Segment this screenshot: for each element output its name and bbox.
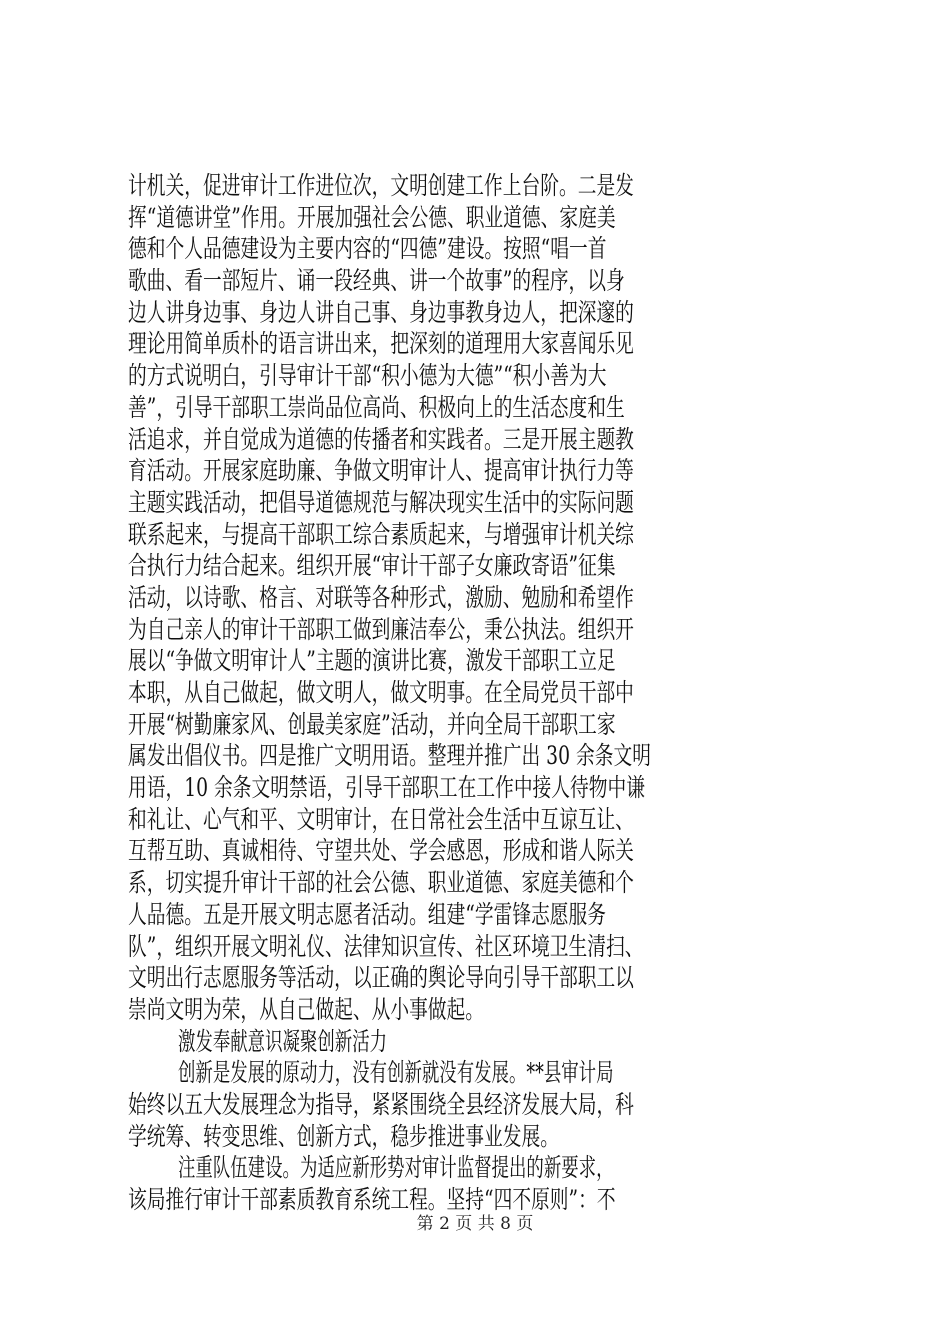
text-line: 展以“争做文明审计人”主题的演讲比赛，激发干部职工立足 xyxy=(128,646,616,675)
text-line: 主题实践活动，把倡导道德规范与解决现实生活中的实际问题 xyxy=(128,488,634,517)
text-line: 边人讲身边事、身边人讲自己事、身边事教身边人，把深邃的 xyxy=(128,298,634,327)
text-line: 注重队伍建设。为适应新形势对审计监督提出的新要求， xyxy=(178,1153,614,1182)
text-line: 合执行力结合起来。组织开展“审计干部子女廉政寄语”征集 xyxy=(128,551,616,580)
section-heading: 激发奉献意识凝聚创新活力 xyxy=(178,1027,388,1056)
text-line: 属发出倡仪书。四是推广文明用语。整理并推广出 30 余条文明 xyxy=(128,741,651,770)
text-line: 为自己亲人的审计干部职工做到廉洁奉公，秉公执法。组织开 xyxy=(128,615,634,644)
text-line: 队”，组织开展文明礼仪、法律知识宣传、社区环境卫生清扫、 xyxy=(128,932,644,961)
text-line: 计机关，促进审计工作进位次，文明创建工作上台阶。二是发 xyxy=(128,171,634,200)
text-line: 活追求，并自觉成为道德的传播者和实践者。三是开展主题教 xyxy=(128,425,634,454)
text-line: 的方式说明白，引导审计干部“积小德为大德”“积小善为大 xyxy=(128,361,607,390)
text-line: 歌曲、看一部短片、诵一段经典、讲一个故事”的程序，以身 xyxy=(128,266,625,295)
text-line: 育活动。开展家庭助廉、争做文明审计人、提高审计执行力等 xyxy=(128,456,634,485)
text-line: 学统筹、转变思维、创新方式，稳步推进事业发展。 xyxy=(128,1122,559,1151)
text-line: 开展“树勤廉家风、创最美家庭”活动，并向全局干部职工家 xyxy=(128,710,616,739)
text-line: 人品德。五是开展文明志愿者活动。组建“学雷锋志愿服务 xyxy=(128,900,607,929)
text-line: 用语，10 余条文明禁语，引导干部职工在工作中接人待物中谦 xyxy=(128,773,645,802)
text-line: 崇尚文明为荣，从自己做起、从小事做起。 xyxy=(128,995,485,1024)
text-line: 活动，以诗歌、格言、对联等各种形式，激励、勉励和希望作 xyxy=(128,583,634,612)
text-line: 理论用简单质朴的语言讲出来，把深刻的道理用大家喜闻乐见 xyxy=(128,329,634,358)
text-line: 和礼让、心气和平、文明审计，在日常社会生活中互谅互让、 xyxy=(128,805,634,834)
text-line: 挥“道德讲堂”作用。开展加强社会公德、职业道德、家庭美 xyxy=(128,203,616,232)
text-line: 始终以五大发展理念为指导，紧紧围绕全县经济发展大局，科 xyxy=(128,1090,634,1119)
text-line: 该局推行审计干部素质教育系统工程。坚持“四不原则”：不 xyxy=(128,1185,616,1214)
text-line: 善”，引导干部职工崇尚品位高尚、积极向上的生活态度和生 xyxy=(128,393,625,422)
text-line: 文明出行志愿服务等活动，以正确的舆论导向引导干部职工以 xyxy=(128,963,634,992)
text-line: 本职，从自己做起，做文明人，做文明事。在全局党员干部中 xyxy=(128,678,634,707)
text-line: 系，切实提升审计干部的社会公德、职业道德、家庭美德和个 xyxy=(128,868,634,897)
text-line: 互帮互助、真诚相待、守望共处、学会感恩，形成和谐人际关 xyxy=(128,836,634,865)
text-line: 创新是发展的原动力，没有创新就没有发展。**县审计局 xyxy=(178,1058,614,1087)
text-line: 德和个人品德建设为主要内容的“四德”建设。按照“唱一首 xyxy=(128,234,607,263)
text-line: 联系起来，与提高干部职工综合素质起来，与增强审计机关综 xyxy=(128,520,634,549)
page-number-footer: 第 2 页 共 8 页 xyxy=(416,1214,534,1234)
